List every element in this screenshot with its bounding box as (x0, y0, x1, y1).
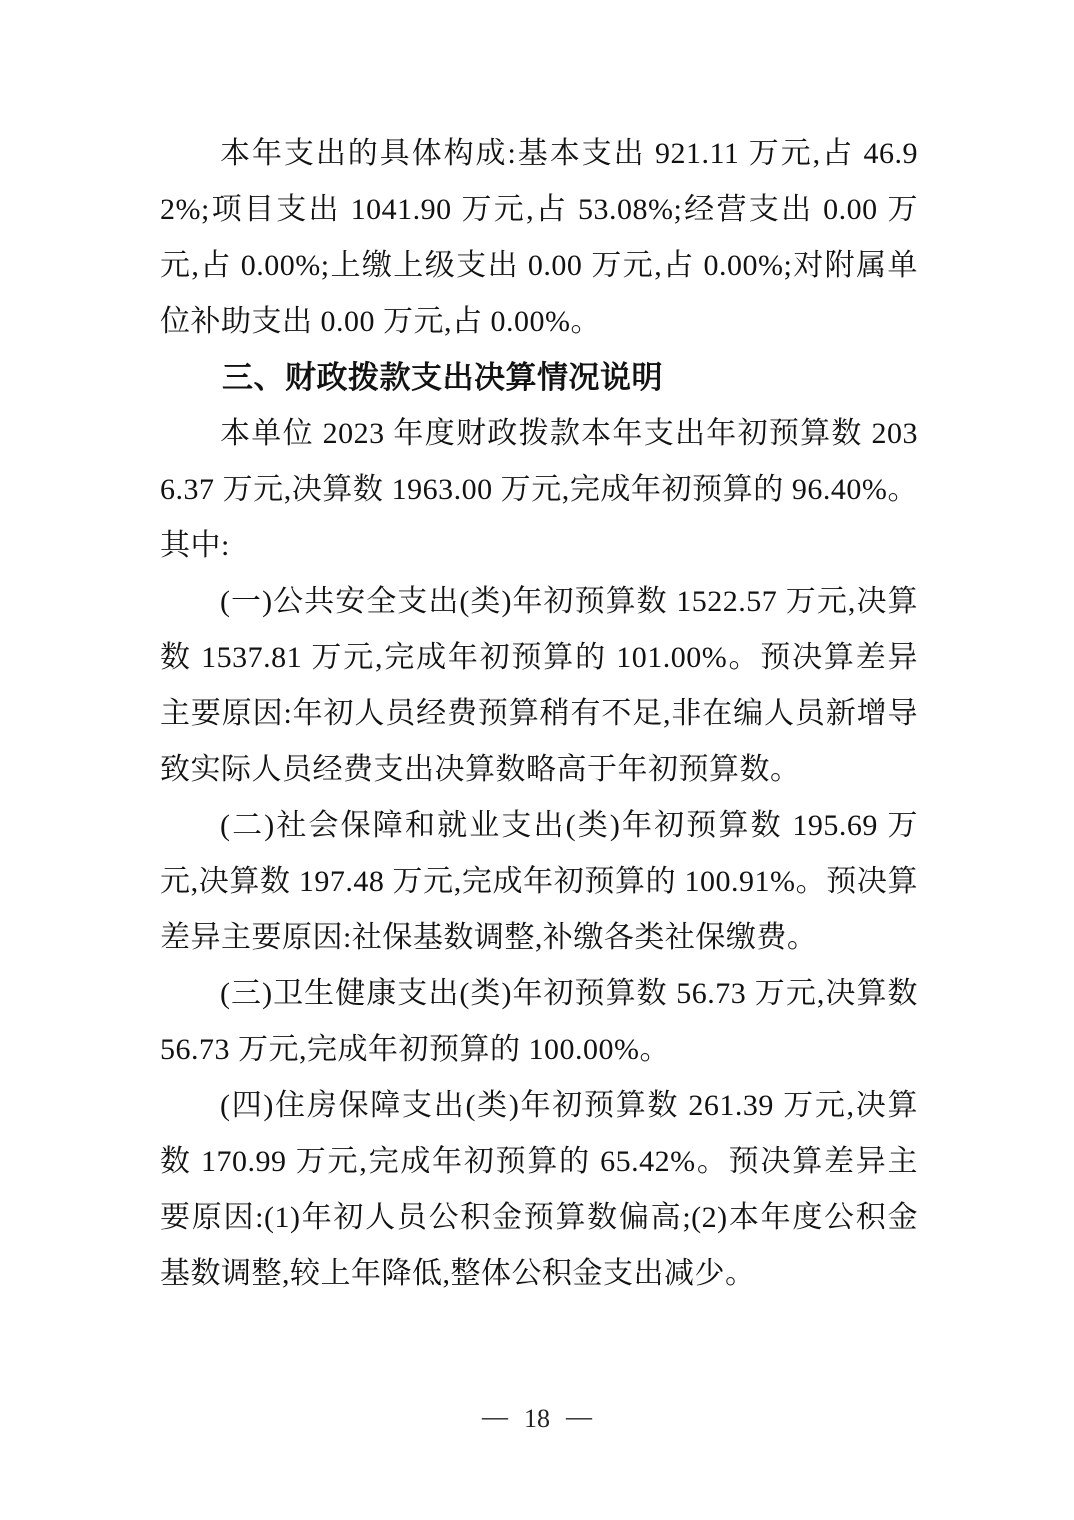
paragraph-housing-expenditure: (四)住房保障支出(类)年初预算数 261.39 万元,决算数 170.99 万元,完成年初预算的 65.42%。预决算差异主要原因:(1)年初人员公积金预算数偏高;(2)本年度公积金基数调整,较上年降低,整体公积金支出减少。 (160, 1089, 918, 1290)
paragraph-fiscal-overview: 本单位 2023 年度财政拨款本年支出年初预算数 2036.37 万元,决算数 1963.00 万元,完成年初预算的 96.40%。其中: (160, 417, 918, 562)
page-number: 18 (524, 1404, 550, 1433)
paragraph-expenditure-composition: 本年支出的具体构成:基本支出 921.11 万元,占 46.92%;项目支出 1041.90 万元,占 53.08%;经营支出 0.00 万元,占 0.00%;上缴上级支出 0.00 万元,占 0.00%;对附属单位补助支出 0.00 万元,占 0.00%。 (160, 137, 918, 338)
section-heading-fiscal-appropriation: 三、财政拨款支出决算情况说明 (222, 360, 663, 395)
paragraph-social-security-expenditure: (二)社会保障和就业支出(类)年初预算数 195.69 万元,决算数 197.48 万元,完成年初预算的 100.91%。预决算差异主要原因:社保基数调整,补缴各类社保缴费。 (160, 809, 918, 954)
paragraph-public-security-expenditure: (一)公共安全支出(类)年初预算数 1522.57 万元,决算数 1537.81 万元,完成年初预算的 101.00%。预决算差异主要原因:年初人员经费预算稍有不足,非在编人员新增导致实际人员经费支出决算数略高于年初预算数。 (160, 585, 918, 786)
document-body (160, 126, 918, 1302)
paragraph-health-expenditure: (三)卫生健康支出(类)年初预算数 56.73 万元,决算数 56.73 万元,完成年初预算的 100.00%。 (160, 977, 918, 1066)
footer-right-dash: — (566, 1402, 592, 1431)
page-footer (0, 1404, 1074, 1434)
footer-left-dash: — (482, 1402, 508, 1431)
